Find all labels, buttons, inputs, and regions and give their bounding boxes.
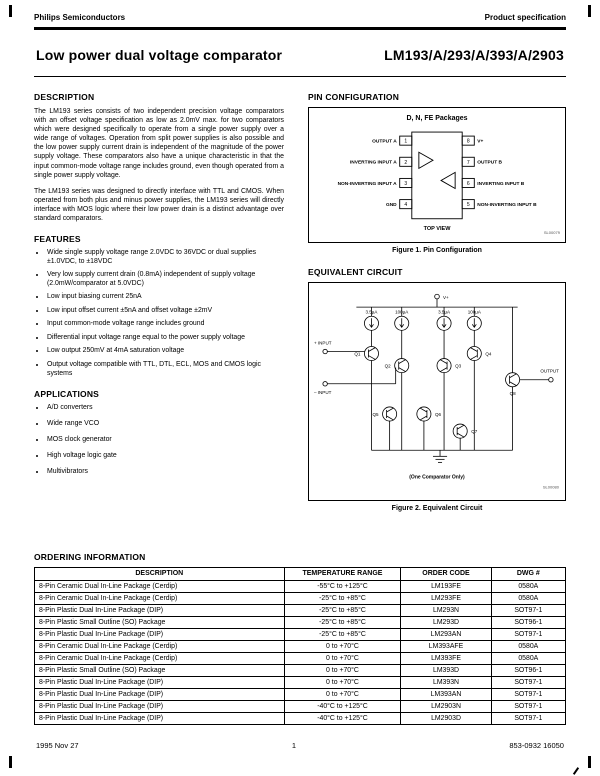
page-title: Low power dual voltage comparator [36,46,283,63]
crop-mark-bottom-right-slash [573,767,579,775]
table-cell: 0 to +70°C [284,664,401,676]
pin-number: 5 [466,201,470,208]
transistor-label: Q2 [384,364,391,370]
table-cell: 8-Pin Plastic Dual In-Line Package (DIP) [35,700,285,712]
table-cell: SOT97-1 [491,628,565,640]
crop-mark-bottom-right [588,756,591,768]
table-cell: -25°C to +85°C [284,628,401,640]
table-cell: -40°C to +125°C [284,700,401,712]
table-cell: -40°C to +125°C [284,712,401,724]
description-paragraph: The LM193 series was designed to directly interface with TTL and CMOS. When operated from both plus and minus power supplies, the LM193 series will directly interface with MOS logic where their low power drain is a distinct advantage over standard comparators. [34,187,284,223]
footer-document-number: 853-0932 16050 [509,740,564,750]
table-cell: LM293AN [401,628,491,640]
application-item: • A/D converters [46,404,284,413]
table-row [35,688,566,700]
output-label: OUTPUT [540,369,559,375]
feature-item: • Output voltage compatible with TTL, DTL, ECL, MOS and CMOS logic systems [46,361,284,379]
features-list [36,249,284,379]
document-header [34,13,566,22]
feature-item: • Very low supply current drain (0.8mA) independent of supply voltage (2.0mW/comparator at 5.0VDC) [46,271,284,289]
application-item: • Multivibrators [46,468,284,477]
table-row [35,640,566,652]
table-cell: SOT96-1 [491,616,565,628]
transistor-label: Q1 [354,351,361,357]
pin-label: V+ [477,139,484,145]
ordering-column-header: ORDER CODE [401,567,491,580]
pin-labels [338,138,538,208]
feature-item: • Low input biasing current 25nA [46,293,284,302]
table-cell: SOT96-1 [491,664,565,676]
table-cell: -25°C to +85°C [284,616,401,628]
table-cell: 0580A [491,592,565,604]
table-row [35,712,566,724]
equivalent-circuit-diagram [311,287,563,494]
pin-label: NON-INVERTING INPUT A [337,181,397,187]
right-column [308,92,566,544]
feature-item: • Low input offset current ±5nA and offset voltage ±2mV [46,307,284,316]
table-cell: 8-Pin Plastic Small Outline (SO) Package [35,664,285,676]
table-cell: LM393AN [401,688,491,700]
pin-number: 4 [404,201,408,208]
pin-label: INVERTING INPUT B [477,181,525,187]
feature-item: • Low output 250mV at 4mA saturation voltage [46,347,284,356]
table-cell: 8-Pin Plastic Dual In-Line Package (DIP) [35,628,285,640]
table-row [35,580,566,592]
pin-configuration-heading: PIN CONFIGURATION [308,91,400,102]
pin-label: GND [385,202,397,208]
table-cell: 8-Pin Ceramic Dual In-Line Package (Cerdip) [35,580,285,592]
table-cell: 8-Pin Ceramic Dual In-Line Package (Cerdip) [35,592,285,604]
figure-code: SL00079 [543,229,560,235]
pin-numbers [404,138,469,208]
footer-page-number: 1 [291,740,297,750]
table-cell: 8-Pin Plastic Dual In-Line Package (DIP) [35,688,285,700]
table-cell: LM393FE [401,652,491,664]
table-cell: -55°C to +125°C [284,580,401,592]
vplus-label: V+ [443,295,449,301]
table-row [35,592,566,604]
applications-list [36,404,284,477]
two-column-body [34,92,566,544]
table-cell: 0580A [491,640,565,652]
ordering-heading: ORDERING INFORMATION [34,551,146,562]
table-cell: SOT97-1 [491,604,565,616]
table-cell: LM293N [401,604,491,616]
ordering-column-header: TEMPERATURE RANGE [284,567,401,580]
table-cell: LM393AFE [401,640,491,652]
pin-number: 1 [404,138,408,145]
table-cell: 8-Pin Plastic Dual In-Line Package (DIP) [35,676,285,688]
description-paragraph: The LM193 series consists of two independent precision voltage comparators with an offset voltage specification as low as 2.0mV max. for two comparators which were designed specifically to operate from a single power supply over a wide range of voltages. Operation from split power supplies is also possible and the low power supply current drain is independent of the magnitude of the power supply voltage. These comparators also have a unique characteristic in that the input common-mode voltage range includes ground, even though operated from a single power supply voltage. [34,107,284,179]
current-source-label: 3.5µA [365,310,378,316]
table-row [35,616,566,628]
table-row [35,652,566,664]
table-cell: 0 to +70°C [284,676,401,688]
application-item: • High voltage logic gate [46,452,284,461]
applications-heading: APPLICATIONS [34,388,100,399]
pin-label: OUTPUT B [477,160,503,166]
table-cell: LM193FE [401,580,491,592]
crop-mark-top-left [9,5,12,17]
ordering-section [34,552,566,725]
document-footer [34,741,566,750]
table-cell: 8-Pin Ceramic Dual In-Line Package (Cerdip) [35,652,285,664]
circuit-note: (One Comparator Only) [409,474,465,481]
transistor-label: Q8 [509,391,516,397]
feature-item: • Input common-mode voltage range includes ground [46,320,284,329]
table-row [35,664,566,676]
table-row [35,676,566,688]
table-cell: LM293FE [401,592,491,604]
pin-diagram [311,124,563,237]
features-heading: FEATURES [34,233,81,244]
table-cell: -25°C to +85°C [284,592,401,604]
table-cell: 0580A [491,580,565,592]
package-label: D, N, FE Packages [406,114,468,122]
title-row [34,30,566,76]
table-cell: LM393N [401,676,491,688]
table-cell: SOT97-1 [491,712,565,724]
crop-mark-bottom-left [9,756,12,768]
pin-number: 3 [404,180,408,187]
ordering-column-header: DWG # [491,567,565,580]
ordering-column-header: DESCRIPTION [35,567,285,580]
pin-number: 6 [466,180,470,187]
transistor-label: Q7 [471,429,478,435]
application-item: • MOS clock generator [46,436,284,445]
table-cell: 0 to +70°C [284,688,401,700]
table-cell: 8-Pin Ceramic Dual In-Line Package (Cerdip) [35,640,285,652]
current-source-label: 3.5µA [438,310,451,316]
figure1-caption: Figure 1. Pin Configuration [392,247,482,255]
left-column [34,92,284,544]
table-cell: 0 to +70°C [284,652,401,664]
current-source-label: 100µA [395,310,409,316]
crop-mark-top-right [588,5,591,17]
transistor-label: Q4 [485,351,492,357]
pin-number: 2 [404,159,408,166]
table-cell: SOT97-1 [491,688,565,700]
table-row [35,604,566,616]
top-view-label: TOP VIEW [423,225,451,232]
table-cell: 0580A [491,652,565,664]
feature-item: • Differential input voltage range equal to the power supply voltage [46,334,284,343]
header-company: Philips Semiconductors [34,13,126,22]
table-row [35,628,566,640]
transistor-label: Q3 [455,364,462,370]
table-cell: 8-Pin Plastic Small Outline (SO) Package [35,616,285,628]
pin-label: OUTPUT A [372,139,397,145]
pin-number: 8 [466,138,470,145]
table-cell: SOT97-1 [491,676,565,688]
description-heading: DESCRIPTION [34,91,95,102]
title-divider [34,76,566,77]
table-cell: SOT97-1 [491,700,565,712]
table-cell: 8-Pin Plastic Dual In-Line Package (DIP) [35,604,285,616]
part-number: LM193/A/293/A/393/A/2903 [384,46,564,63]
ordering-header-row [35,567,566,580]
pin-label: NON-INVERTING INPUT B [477,202,537,208]
header-spec-type: Product specification [484,13,566,22]
table-cell: 0 to +70°C [284,640,401,652]
pin-number: 7 [466,159,470,166]
input-minus-label: – INPUT [314,390,332,396]
table-cell: LM393D [401,664,491,676]
input-plus-label: + INPUT [314,340,332,346]
table-cell: LM2903D [401,712,491,724]
table-row [35,700,566,712]
equivalent-circuit-heading: EQUIVALENT CIRCUIT [308,267,403,278]
footer-date: 1995 Nov 27 [36,740,79,750]
figure2-caption: Figure 2. Equivalent Circuit [391,505,483,513]
figure-code: SL00080 [542,484,559,490]
transistor-label: Q6 [434,412,442,418]
table-cell: LM293D [401,616,491,628]
current-source-label: 100µA [467,310,481,316]
feature-item: • Wide single supply voltage range 2.0VDC to 36VDC or dual supplies ±1.0VDC, to ±18VDC [46,249,284,267]
ordering-table [34,567,566,725]
table-cell: 8-Pin Plastic Dual In-Line Package (DIP) [35,712,285,724]
equivalent-circuit-figure [308,282,566,501]
transistor-label: Q5 [372,412,379,418]
application-item: • Wide range VCO [46,420,284,429]
pin-configuration-figure [308,107,566,244]
table-cell: LM2903N [401,700,491,712]
pin-label: INVERTING INPUT A [349,160,397,166]
table-cell: -25°C to +85°C [284,604,401,616]
